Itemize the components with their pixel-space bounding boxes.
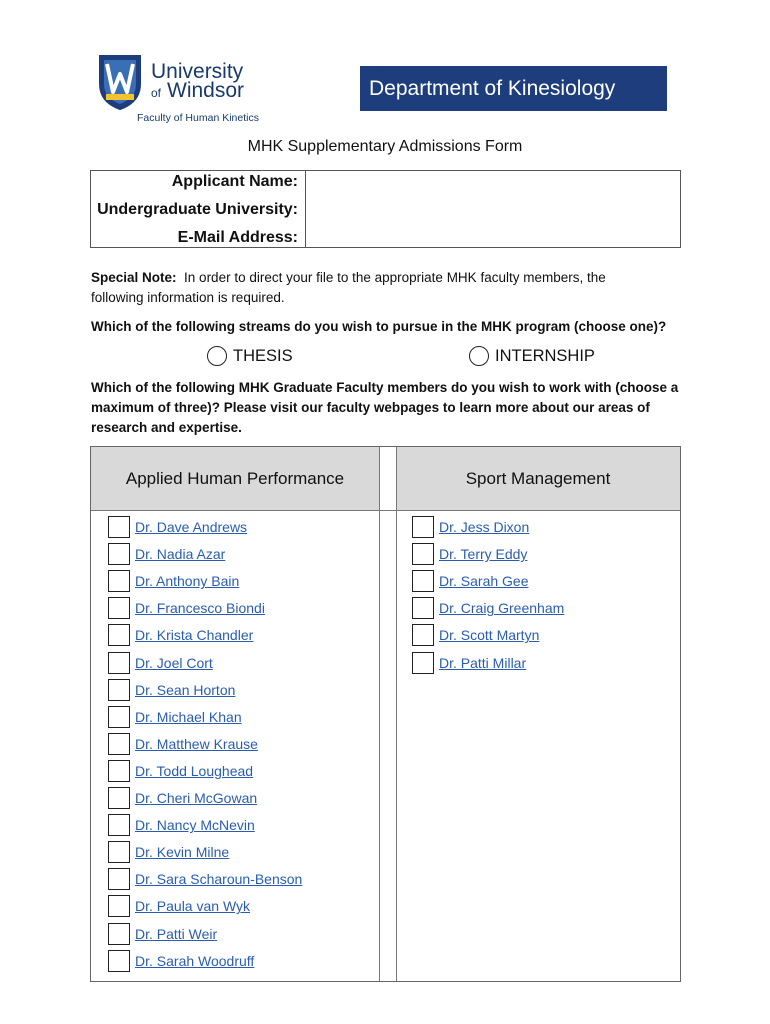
faculty-checkbox[interactable] bbox=[108, 787, 130, 809]
faculty-row bbox=[412, 623, 539, 647]
faculty-link[interactable]: Dr. Cheri McGowan bbox=[135, 790, 258, 806]
thesis-radio[interactable] bbox=[207, 346, 227, 366]
thesis-option[interactable] bbox=[207, 346, 293, 366]
faculty-row bbox=[108, 596, 265, 620]
faculty-row bbox=[108, 542, 225, 566]
logo-university-text: University bbox=[151, 60, 244, 83]
faculty-checkbox[interactable] bbox=[108, 895, 130, 917]
faculty-checkbox[interactable] bbox=[108, 543, 130, 565]
special-note bbox=[91, 268, 691, 308]
sport-header: Sport Management bbox=[396, 447, 680, 510]
faculty-question-line3: research and expertise. bbox=[91, 420, 242, 435]
faculty-checkbox[interactable] bbox=[108, 814, 130, 836]
applicant-name-field[interactable] bbox=[306, 171, 680, 196]
stream-question: Which of the following streams do you wish to pursue in the MHK program (choose one)? bbox=[91, 319, 667, 334]
faculty-checkbox[interactable] bbox=[412, 597, 434, 619]
faculty-checkbox[interactable] bbox=[108, 706, 130, 728]
applicant-labels-column bbox=[91, 171, 306, 247]
faculty-checkbox[interactable] bbox=[412, 570, 434, 592]
faculty-link[interactable]: Dr. Patti Millar bbox=[439, 654, 527, 671]
faculty-row bbox=[108, 678, 235, 702]
internship-radio[interactable] bbox=[469, 346, 489, 366]
faculty-row bbox=[108, 651, 213, 675]
internship-label: INTERNSHIP bbox=[495, 346, 595, 365]
faculty-row bbox=[108, 569, 239, 593]
faculty-link[interactable]: Dr. Sara Scharoun-Benson bbox=[135, 871, 303, 888]
faculty-row bbox=[108, 867, 302, 891]
faculty-link[interactable]: Dr. Sarah Gee bbox=[439, 573, 529, 590]
faculty-link[interactable]: Dr. Scott Martyn bbox=[439, 627, 540, 644]
faculty-link[interactable]: Dr. Craig Greenham bbox=[439, 600, 565, 617]
faculty-link[interactable]: Dr. Sarah Woodruff bbox=[135, 952, 255, 969]
faculty-checkbox[interactable] bbox=[108, 679, 130, 701]
faculty-row bbox=[108, 840, 229, 864]
faculty-row bbox=[412, 596, 564, 620]
undergrad-university-field[interactable] bbox=[306, 197, 680, 222]
column-divider-right bbox=[396, 447, 397, 981]
faculty-row bbox=[108, 813, 255, 837]
faculty-link[interactable]: Dr. Michael Khan bbox=[135, 708, 242, 725]
faculty-link[interactable]: Dr. Paula van Wyk bbox=[135, 898, 251, 915]
faculty-checkbox[interactable] bbox=[108, 760, 130, 782]
special-note-line2: following information is required. bbox=[91, 290, 285, 305]
faculty-link[interactable]: Dr. Kevin Milne bbox=[135, 844, 230, 861]
faculty-link[interactable]: Dr. Francesco Biondi bbox=[135, 600, 265, 617]
faculty-row bbox=[412, 515, 529, 539]
faculty-row bbox=[108, 705, 242, 729]
faculty-checkbox[interactable] bbox=[412, 624, 434, 646]
internship-option[interactable] bbox=[469, 346, 595, 366]
faculty-link[interactable]: Dr. Dave Andrews bbox=[135, 519, 248, 535]
logo-faculty-text: Faculty of Human Kinetics bbox=[137, 112, 259, 124]
faculty-row bbox=[108, 786, 257, 810]
faculty-table bbox=[90, 446, 681, 982]
faculty-checkbox[interactable] bbox=[108, 597, 130, 619]
faculty-link[interactable]: Dr. Jess Dixon bbox=[439, 519, 530, 535]
faculty-checkbox[interactable] bbox=[108, 624, 130, 646]
faculty-row bbox=[108, 759, 253, 783]
faculty-question bbox=[91, 378, 681, 438]
university-logo bbox=[96, 52, 276, 128]
faculty-row bbox=[412, 542, 527, 566]
faculty-checkbox[interactable] bbox=[108, 516, 130, 538]
faculty-link[interactable]: Dr. Sean Horton bbox=[135, 681, 236, 698]
faculty-checkbox[interactable] bbox=[412, 543, 434, 565]
applied-header: Applied Human Performance bbox=[91, 447, 379, 510]
logo-of-text: of bbox=[151, 86, 162, 100]
form-title: MHK Supplementary Admissions Form bbox=[247, 138, 523, 155]
special-note-label: Special Note: bbox=[91, 270, 177, 285]
faculty-checkbox[interactable] bbox=[108, 868, 130, 890]
header-divider bbox=[91, 510, 680, 511]
faculty-checkbox[interactable] bbox=[108, 733, 130, 755]
faculty-link[interactable]: Dr. Joel Cort bbox=[135, 654, 213, 671]
email-label: E-Mail Address: bbox=[177, 229, 298, 246]
undergrad-university-label: Undergraduate University: bbox=[97, 201, 298, 218]
faculty-link[interactable]: Dr. Nancy McNevin bbox=[135, 817, 255, 834]
faculty-checkbox[interactable] bbox=[108, 923, 130, 945]
faculty-row bbox=[108, 922, 217, 946]
faculty-row bbox=[108, 623, 253, 647]
faculty-row bbox=[412, 569, 529, 593]
faculty-link[interactable]: Dr. Krista Chandler bbox=[135, 627, 254, 644]
faculty-checkbox[interactable] bbox=[108, 570, 130, 592]
faculty-question-line2: maximum of three)? Please visit our faculty webpages to learn more about our areas of bbox=[91, 400, 650, 415]
applicant-info-table bbox=[90, 170, 681, 248]
faculty-row bbox=[412, 651, 526, 675]
faculty-checkbox[interactable] bbox=[412, 516, 434, 538]
faculty-link[interactable]: Dr. Anthony Bain bbox=[135, 573, 240, 590]
faculty-checkbox[interactable] bbox=[412, 652, 434, 674]
thesis-label: THESIS bbox=[233, 346, 293, 365]
faculty-row bbox=[108, 894, 250, 918]
faculty-checkbox[interactable] bbox=[108, 841, 130, 863]
faculty-row bbox=[108, 949, 254, 973]
faculty-link[interactable]: Dr. Terry Eddy bbox=[439, 546, 528, 563]
email-field[interactable] bbox=[306, 223, 680, 247]
logo-windsor-text: Windsor bbox=[167, 79, 245, 102]
faculty-question-line1: Which of the following MHK Graduate Faculty members do you wish to work with (choose a bbox=[91, 380, 679, 395]
column-divider-left bbox=[379, 447, 380, 981]
faculty-link[interactable]: Dr. Matthew Krause bbox=[135, 735, 258, 752]
faculty-link[interactable]: Dr. Todd Loughead bbox=[135, 762, 254, 779]
faculty-link[interactable]: Dr. Patti Weir bbox=[135, 925, 218, 942]
faculty-checkbox[interactable] bbox=[108, 950, 130, 972]
faculty-link[interactable]: Dr. Nadia Azar bbox=[135, 546, 226, 563]
faculty-checkbox[interactable] bbox=[108, 652, 130, 674]
applicant-name-label: Applicant Name: bbox=[171, 173, 298, 190]
department-banner: Department of Kinesiology bbox=[360, 66, 667, 111]
shield-icon bbox=[98, 54, 142, 110]
faculty-row bbox=[108, 732, 258, 756]
special-note-line1: In order to direct your file to the appropriate MHK faculty members, the bbox=[184, 270, 606, 285]
faculty-row bbox=[108, 515, 247, 539]
